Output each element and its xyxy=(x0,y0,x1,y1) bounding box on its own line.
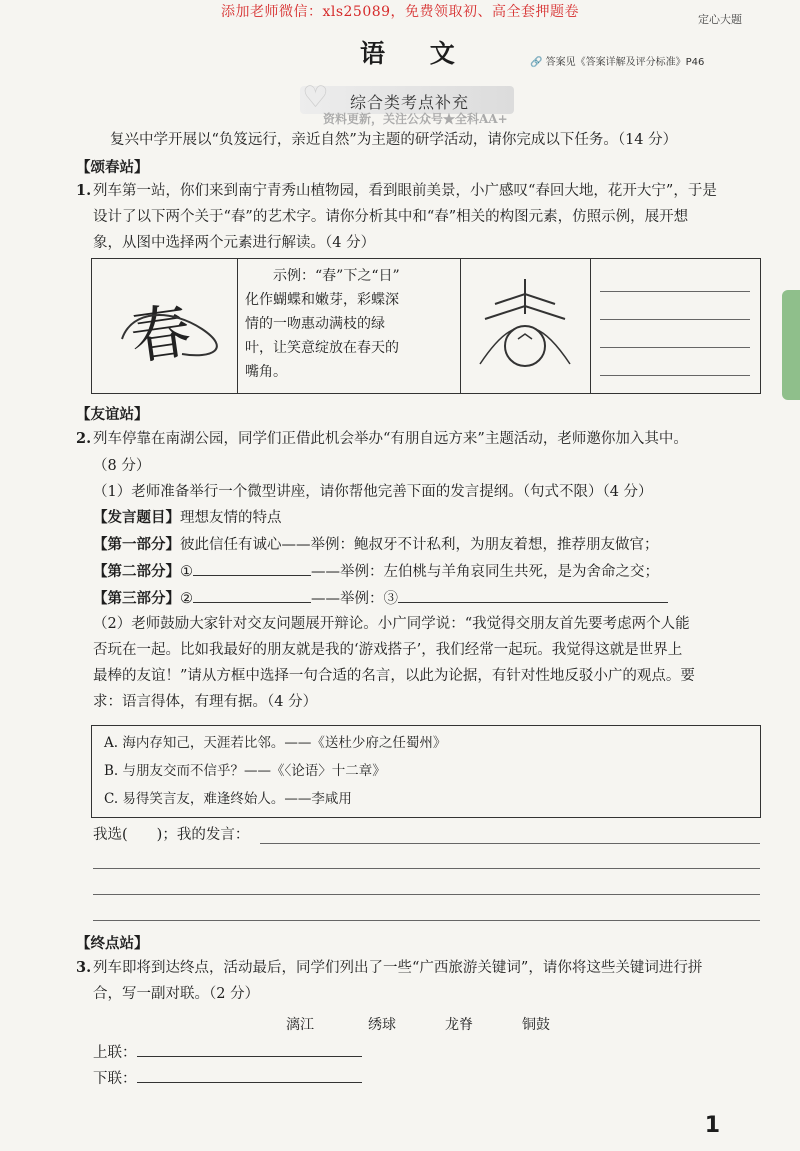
part2-label: 【第二部分】 xyxy=(93,563,180,580)
keyword: 铜鼓 xyxy=(522,1017,550,1033)
example-line-3: 情的一吻惠动满枝的绿 xyxy=(245,316,385,332)
part1-text: 彼此信任有诚心——举例：鲍叔牙不计私利，为朋友着想，推荐朋友做官； xyxy=(180,537,659,553)
answer-line[interactable] xyxy=(600,319,750,320)
question-number-3: 3. xyxy=(76,959,92,976)
answer-line[interactable] xyxy=(93,920,760,921)
section-heading-2: 【友谊站】 xyxy=(76,406,149,423)
answer-line[interactable] xyxy=(260,843,760,844)
page-title: 语 文 xyxy=(360,39,473,68)
outline-part-3 xyxy=(93,588,668,609)
answer-line[interactable] xyxy=(600,291,750,292)
upper-couplet xyxy=(93,1042,362,1063)
subquestion-1: （1）老师准备举行一个微型讲座，请你帮他完善下面的发言提纲。（句式不限）（4 分） xyxy=(93,484,653,500)
side-tab xyxy=(782,290,800,400)
topic-text: 理想友情的特点 xyxy=(180,510,282,526)
question-number-2: 2. xyxy=(76,430,92,447)
lower-couplet-blank[interactable] xyxy=(137,1068,362,1083)
watermark-text: 添加老师微信：xls25089，免费领取初、高全套押题卷 xyxy=(220,4,580,20)
part3-rest: ——举例：③ xyxy=(311,591,398,607)
answer-reference xyxy=(530,53,704,68)
banner-title: 综合类考点补充 xyxy=(350,93,470,112)
keyword: 绣球 xyxy=(368,1017,396,1033)
quotes-box xyxy=(91,725,761,818)
topic-label: 【发言题目】 xyxy=(93,509,180,526)
part2-mark: ① xyxy=(180,564,193,580)
keyword: 漓江 xyxy=(286,1017,314,1033)
question-3-line-1: 列车即将到达终点，活动最后，同学们列出了一些“广西旅游关键词”，请你将这些关键词进行拼 xyxy=(93,960,703,976)
intro-text: 复兴中学开展以“负笈远行，亲近自然”为主题的研学活动，请你完成以下任务。（14 分） xyxy=(110,132,678,148)
answer-line[interactable] xyxy=(600,375,750,376)
question-1-line-1: 列车第一站，你们来到南宁青秀山植物园，看到眼前美景，小广感叹“春回大地，花开大宁”，于是 xyxy=(93,183,717,199)
banner-subtitle: 资料更新，关注公众号★全科AA+ xyxy=(323,112,508,126)
blank-1[interactable] xyxy=(193,561,311,576)
example-line-4: 叶，让笑意绽放在春天的 xyxy=(245,340,399,356)
heart-icon: ♡ xyxy=(302,80,329,115)
swirl-decoration xyxy=(112,299,222,369)
question-2-line-1: 列车停靠在南湖公园，同学们正借此机会举办“有朋自远方来”主题活动，老师邀你加入其中。 xyxy=(93,431,688,447)
upper-couplet-label: 上联： xyxy=(93,1045,137,1061)
quote-option-b: B. 与朋友交而不信乎？——《〈论语〉十二章》 xyxy=(104,763,386,779)
upper-couplet-blank[interactable] xyxy=(137,1042,362,1057)
subquestion-2-line-3: 最棒的友谊！”请从方框中选择一句合适的名言，以此为论据，有针对性地反驳小广的观点。要 xyxy=(93,668,695,684)
blank-3[interactable] xyxy=(398,588,668,603)
example-line-2: 化作蝴蝶和嫩芽，彩蝶深 xyxy=(245,292,399,308)
blank-2[interactable] xyxy=(193,588,311,603)
part3-label: 【第三部分】 xyxy=(93,590,180,607)
outline-part-1 xyxy=(93,535,659,555)
part1-label: 【第一部分】 xyxy=(93,536,180,553)
art-calligraphy-chun: 春 xyxy=(126,296,196,374)
answer-lines-cell xyxy=(590,259,760,393)
subquestion-2-line-2: 否玩在一起。比如我最好的朋友就是我的‘游戏搭子’，我们经常一起玩。我觉得这就是世界上 xyxy=(93,642,683,658)
question-1-line-3: 象，从图中选择两个元素进行解读。（4 分） xyxy=(93,235,376,251)
question-number-1: 1. xyxy=(76,182,92,199)
question-1-line-2: 设计了以下两个关于“春”的艺术字。请你分析其中和“春”相关的构图元素，仿照示例，展开想 xyxy=(93,209,689,225)
speech-topic xyxy=(93,508,282,528)
keyword: 龙脊 xyxy=(445,1017,473,1033)
question-3-line-2: 合，写一副对联。（2 分） xyxy=(93,986,260,1002)
corner-label: 定心大题 xyxy=(698,13,742,26)
example-line-1: 示例：“春”下之“日” xyxy=(273,268,400,284)
section-heading-1: 【颂春站】 xyxy=(76,159,149,176)
answer-line[interactable] xyxy=(93,894,760,895)
question-2-line-2: （8 分） xyxy=(93,458,151,474)
example-cell xyxy=(237,259,461,393)
art-cell-1 xyxy=(92,259,238,393)
choice-label: 我选( )；我的发言： xyxy=(93,827,250,843)
quote-option-c: C. 易得笑言友，难逢终始人。——李咸用 xyxy=(104,791,352,807)
part3-mark: ② xyxy=(180,591,193,607)
art-cell-2 xyxy=(460,259,591,393)
page-number: 1 xyxy=(704,1113,720,1138)
answer-reference-text: 答案见《答案详解及评分标准》P46 xyxy=(545,57,705,68)
link-icon: 🔗 xyxy=(530,57,543,68)
answer-line[interactable] xyxy=(600,347,750,348)
subquestion-2-line-1: （2）老师鼓励大家针对交友问题展开辩论。小广同学说：“我觉得交朋友首先要考虑两个人能 xyxy=(93,616,690,632)
section-heading-3: 【终点站】 xyxy=(76,935,149,952)
subquestion-2-line-4: 求：语言得体，有理有据。（4 分） xyxy=(93,694,318,710)
example-line-5: 嘴角。 xyxy=(245,364,287,380)
lower-couplet xyxy=(93,1068,362,1089)
outline-part-2 xyxy=(93,561,659,582)
tree-art-drawing xyxy=(475,274,575,374)
lower-couplet-label: 下联： xyxy=(93,1071,137,1087)
art-table xyxy=(91,258,761,394)
part2-rest: ——举例：左伯桃与羊角哀同生共死，是为舍命之交； xyxy=(311,564,659,580)
answer-line[interactable] xyxy=(93,868,760,869)
quote-option-a: A. 海内存知己，天涯若比邻。——《送杜少府之任蜀州》 xyxy=(104,735,447,751)
